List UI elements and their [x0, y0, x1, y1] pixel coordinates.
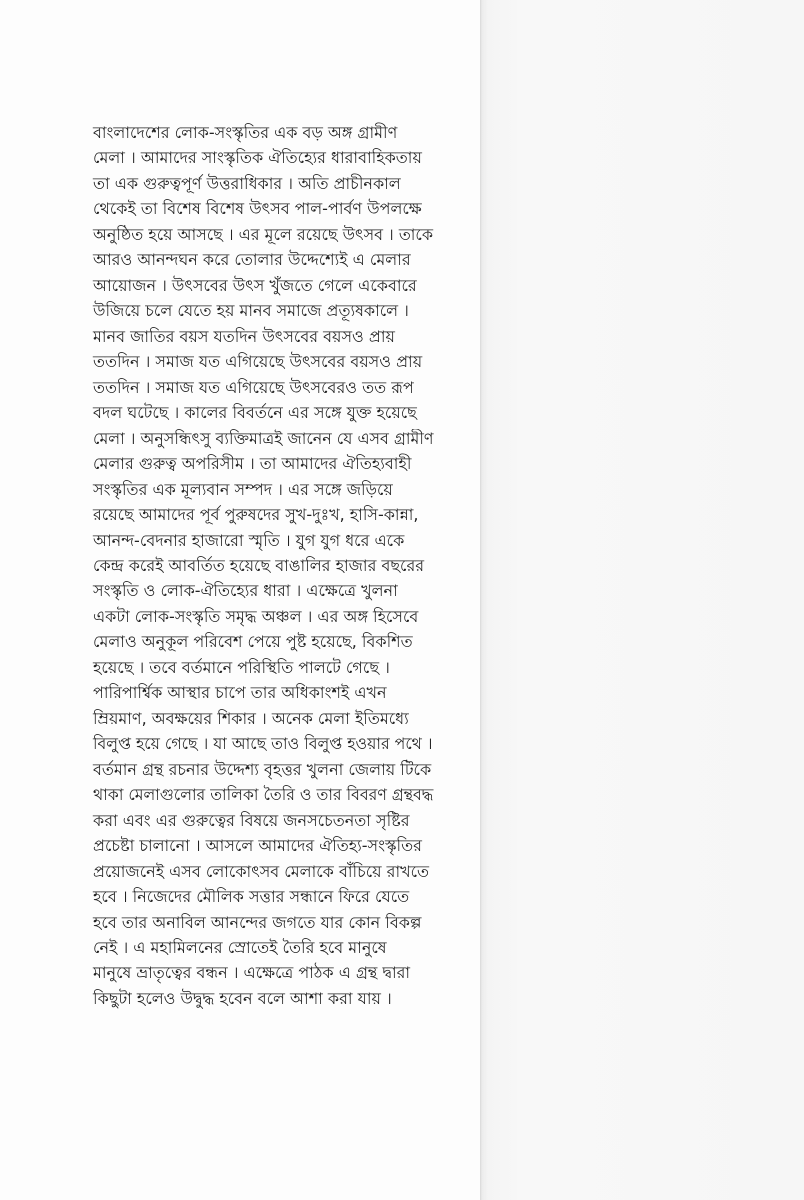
- text-line: ম্রিয়মাণ, অবক্ষয়ের শিকার । অনেক মেলা ইতিমধ্যে: [93, 708, 409, 728]
- text-line: একটা লোক-সংস্কৃতি সমৃদ্ধ অঞ্চল । এর অঙ্গ হিসেবে: [93, 606, 419, 626]
- text-line: থাকা মেলাগুলোর তালিকা তৈরি ও তার বিবরণ গ্রন্থবদ্ধ: [93, 785, 434, 805]
- text-line: ততদিন । সমাজ যত এগিয়েছে উৎসবের বয়সও প্রায়: [93, 352, 423, 372]
- text-line: বাংলাদেশের লোক-সংস্কৃতির এক বড় অঙ্গ গ্রামীণ: [93, 123, 398, 142]
- text-line: মেলাও অনুকূল পরিবেশ পেয়ে পুষ্ট হয়েছে, বিকশিত: [93, 632, 413, 652]
- text-line: কেন্দ্র করেই আবর্তিত হয়েছে বাঙালির হাজার বছরের: [93, 555, 425, 575]
- text-line: আরও আনন্দঘন করে তোলার উদ্দেশ্যেই এ মেলার: [93, 250, 411, 270]
- text-line: সংস্কৃতির এক মূল্যবান সম্পদ । এর সঙ্গে জড়িয়ে: [93, 479, 393, 499]
- text-line: বিলুপ্ত হয়ে গেছে । যা আছে তাও বিলুপ্ত হওয়ার পথে ।: [93, 734, 433, 754]
- text-line: হবে । নিজেদের মৌলিক সত্তার সন্ধানে ফিরে যেতে: [93, 887, 410, 907]
- text-line: আনন্দ-বেদনার হাজারো স্মৃতি । যুগ যুগ ধরে একে: [93, 530, 405, 550]
- text-line: কিছুটা হলেও উদ্বুদ্ধ হবেন বলে আশা করা যায় ।: [93, 988, 392, 1008]
- text-line: অনুষ্ঠিত হয়ে আসছে । এর মূলে রয়েছে উৎসব । তাকে: [93, 224, 434, 244]
- text-line: হয়েছে । তবে বর্তমানে পরিস্থিতি পালটে গেছে ।: [93, 657, 390, 677]
- text-line: থেকেই তা বিশেষ বিশেষ উৎসব পাল-পার্বণ উপলক্ষে: [93, 199, 422, 219]
- text-line: উজিয়ে চলে যেতে হয় মানব সমাজে প্রত্যূষকালে ।: [93, 301, 409, 321]
- text-line: হবে তার অনাবিল আনন্দের জগতে যার কোন বিকল্প: [93, 912, 422, 932]
- text-line: বদল ঘটেছে । কালের বিবর্তনে এর সঙ্গে যুক্ত হয়েছে: [93, 403, 417, 423]
- text-line: বর্তমান গ্রন্থ রচনার উদ্দেশ্য বৃহত্তর খুলনা জেলায় টিকে: [93, 759, 432, 779]
- text-line: সংস্কৃতি ও লোক-ঐতিহ্যের ধারা । এক্ষেত্রে খুলনা: [93, 581, 398, 601]
- text-line: নেই । এ মহামিলনের স্রোতেই তৈরি হবে মানুষে: [93, 938, 387, 957]
- text-line: আয়োজন । উৎসবের উৎস খুঁজতে গেলে একেবারে: [93, 275, 417, 295]
- text-line: মানুষে ভ্রাতৃত্বের বন্ধন । এক্ষেত্রে পাঠক এ গ্রন্থ দ্বারা: [93, 963, 411, 983]
- text-line: মেলা । অনুসন্ধিৎসু ব্যক্তিমাত্রই জানেন যে এসব গ্রামীণ: [93, 428, 434, 448]
- text-line: প্রচেষ্টা চালানো । আসলে আমাদের ঐতিহ্য-সংস্কৃতির: [93, 836, 422, 856]
- body-paragraph: [93, 120, 433, 1011]
- text-line: ততদিন । সমাজ যত এগিয়েছে উৎসবেরও তত রূপ: [93, 377, 414, 397]
- text-line: পারিপার্শ্বিক আস্থার চাপে তার অধিকাংশই এখন: [93, 683, 387, 703]
- text-line: রয়েছে আমাদের পূর্ব পুরুষদের সুখ-দুঃখ, হাসি-কান্না,: [93, 505, 419, 525]
- text-line: তা এক গুরুত্বপূর্ণ উত্তরাধিকার । অতি প্রাচীনকাল: [93, 173, 401, 193]
- text-line: মেলার গুরুত্ব অপরিসীম । তা আমাদের ঐতিহ্যবাহী: [93, 454, 412, 474]
- text-line: করা এবং এর গুরুত্বের বিষয়ে জনসচেতনতা সৃষ্টির: [93, 810, 410, 830]
- text-line: মেলা । আমাদের সাংস্কৃতিক ঐতিহ্যের ধারাবাহিকতায়: [93, 148, 422, 168]
- text-line: মানব জাতির বয়স যতদিন উৎসবের বয়সও প্রায়: [93, 326, 395, 346]
- right-page-blank: [482, 0, 804, 1200]
- text-line: প্রয়োজনেই এসব লোকোৎসব মেলাকে বাঁচিয়ে রাখতে: [93, 861, 430, 881]
